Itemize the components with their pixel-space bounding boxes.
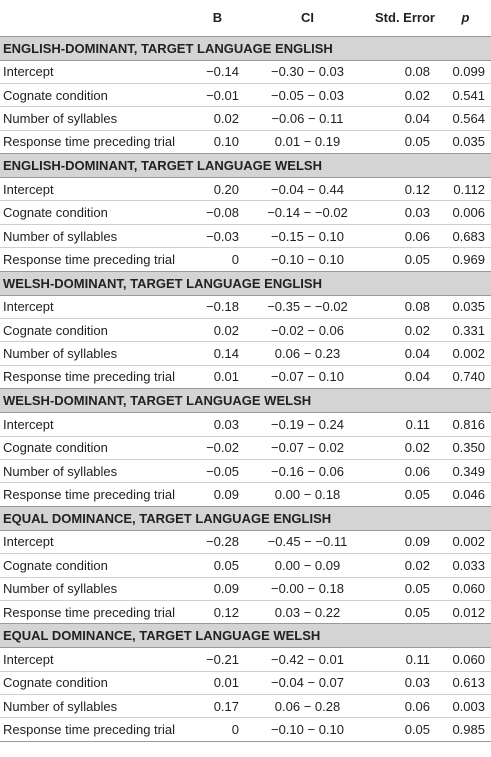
cell-ci: −0.04 − 0.44: [245, 178, 370, 201]
row-label: Cognate condition: [0, 83, 190, 106]
row-label: Cognate condition: [0, 319, 190, 342]
cell-p: 0.816: [440, 413, 491, 436]
cell-se: 0.09: [370, 530, 440, 553]
section-title: ENGLISH-DOMINANT, TARGET LANGUAGE ENGLISH: [0, 36, 491, 60]
cell-se: 0.08: [370, 295, 440, 318]
row-label: Intercept: [0, 178, 190, 201]
cell-ci: −0.02 − 0.06: [245, 319, 370, 342]
cell-b: 0.05: [190, 554, 245, 577]
cell-p: 0.060: [440, 648, 491, 671]
table-row: [0, 459, 491, 482]
cell-ci: −0.45 − −0.11: [245, 530, 370, 553]
cell-p: 0.035: [440, 130, 491, 153]
cell-se: 0.08: [370, 60, 440, 83]
section-2: [0, 271, 491, 389]
cell-ci: −0.19 − 0.24: [245, 413, 370, 436]
table-row: [0, 224, 491, 247]
cell-p: 0.012: [440, 600, 491, 623]
section-title: EQUAL DOMINANCE, TARGET LANGUAGE WELSH: [0, 624, 491, 648]
table-row: [0, 365, 491, 388]
cell-p: 0.006: [440, 201, 491, 224]
cell-b: 0: [190, 248, 245, 271]
section-3: [0, 389, 491, 507]
section-title: ENGLISH-DOMINANT, TARGET LANGUAGE WELSH: [0, 154, 491, 178]
cell-b: 0.17: [190, 695, 245, 718]
cell-ci: −0.14 − −0.02: [245, 201, 370, 224]
section-title: WELSH-DOMINANT, TARGET LANGUAGE WELSH: [0, 389, 491, 413]
cell-b: 0.02: [190, 319, 245, 342]
row-label: Intercept: [0, 648, 190, 671]
table-row: [0, 201, 491, 224]
cell-p: 0.099: [440, 60, 491, 83]
row-label: Response time preceding trial: [0, 483, 190, 506]
cell-se: 0.04: [370, 107, 440, 130]
cell-ci: −0.15 − 0.10: [245, 224, 370, 247]
cell-ci: −0.07 − 0.10: [245, 365, 370, 388]
table-row: [0, 178, 491, 201]
cell-b: 0.09: [190, 577, 245, 600]
row-label: Cognate condition: [0, 436, 190, 459]
cell-se: 0.06: [370, 224, 440, 247]
header-ci: CI: [245, 0, 370, 36]
section-title: WELSH-DOMINANT, TARGET LANGUAGE ENGLISH: [0, 271, 491, 295]
cell-ci: −0.00 − 0.18: [245, 577, 370, 600]
row-label: Number of syllables: [0, 577, 190, 600]
cell-se: 0.04: [370, 365, 440, 388]
cell-se: 0.05: [370, 600, 440, 623]
table-row: [0, 342, 491, 365]
section-header: [0, 271, 491, 295]
cell-se: 0.12: [370, 178, 440, 201]
cell-ci: −0.35 − −0.02: [245, 295, 370, 318]
table-row: [0, 671, 491, 694]
cell-p: 0.002: [440, 530, 491, 553]
table-row: [0, 107, 491, 130]
cell-ci: −0.42 − 0.01: [245, 648, 370, 671]
cell-se: 0.03: [370, 671, 440, 694]
cell-se: 0.02: [370, 554, 440, 577]
section-1: [0, 154, 491, 272]
cell-ci: −0.16 − 0.06: [245, 459, 370, 482]
cell-ci: 0.06 − 0.23: [245, 342, 370, 365]
table-row: [0, 530, 491, 553]
cell-p: 0.331: [440, 319, 491, 342]
table-row: [0, 295, 491, 318]
cell-ci: 0.00 − 0.09: [245, 554, 370, 577]
cell-se: 0.05: [370, 248, 440, 271]
table-row: [0, 718, 491, 741]
table-row: [0, 248, 491, 271]
table-row: [0, 483, 491, 506]
cell-p: 0.564: [440, 107, 491, 130]
cell-b: −0.03: [190, 224, 245, 247]
cell-b: −0.18: [190, 295, 245, 318]
header-b: B: [190, 0, 245, 36]
cell-ci: 0.00 − 0.18: [245, 483, 370, 506]
table-row: [0, 319, 491, 342]
cell-ci: −0.10 − 0.10: [245, 718, 370, 741]
cell-p: 0.046: [440, 483, 491, 506]
cell-p: 0.969: [440, 248, 491, 271]
cell-p: 0.613: [440, 671, 491, 694]
header-se: Std. Error: [370, 0, 440, 36]
section-4: [0, 506, 491, 624]
header-row: [0, 0, 491, 36]
cell-b: −0.02: [190, 436, 245, 459]
cell-b: 0.20: [190, 178, 245, 201]
row-label: Number of syllables: [0, 695, 190, 718]
cell-ci: −0.30 − 0.03: [245, 60, 370, 83]
cell-ci: 0.01 − 0.19: [245, 130, 370, 153]
cell-p: 0.740: [440, 365, 491, 388]
cell-se: 0.05: [370, 130, 440, 153]
section-header: [0, 36, 491, 60]
cell-p: 0.985: [440, 718, 491, 741]
table-row: [0, 577, 491, 600]
table-row: [0, 648, 491, 671]
row-label: Intercept: [0, 295, 190, 318]
cell-ci: −0.04 − 0.07: [245, 671, 370, 694]
cell-b: −0.14: [190, 60, 245, 83]
row-label: Cognate condition: [0, 671, 190, 694]
row-label: Intercept: [0, 60, 190, 83]
cell-se: 0.05: [370, 577, 440, 600]
cell-p: 0.349: [440, 459, 491, 482]
cell-se: 0.03: [370, 201, 440, 224]
cell-b: 0.01: [190, 671, 245, 694]
cell-b: 0.12: [190, 600, 245, 623]
row-label: Response time preceding trial: [0, 600, 190, 623]
cell-ci: 0.03 − 0.22: [245, 600, 370, 623]
cell-p: 0.683: [440, 224, 491, 247]
row-label: Intercept: [0, 530, 190, 553]
section-header: [0, 506, 491, 530]
table-row: [0, 83, 491, 106]
cell-p: 0.350: [440, 436, 491, 459]
section-header: [0, 624, 491, 648]
row-label: Response time preceding trial: [0, 718, 190, 741]
section-title: EQUAL DOMINANCE, TARGET LANGUAGE ENGLISH: [0, 506, 491, 530]
cell-ci: 0.06 − 0.28: [245, 695, 370, 718]
cell-b: 0.09: [190, 483, 245, 506]
cell-se: 0.05: [370, 483, 440, 506]
cell-se: 0.11: [370, 648, 440, 671]
cell-se: 0.02: [370, 83, 440, 106]
cell-se: 0.11: [370, 413, 440, 436]
cell-ci: −0.10 − 0.10: [245, 248, 370, 271]
table-row: [0, 436, 491, 459]
cell-ci: −0.05 − 0.03: [245, 83, 370, 106]
row-label: Number of syllables: [0, 224, 190, 247]
cell-ci: −0.06 − 0.11: [245, 107, 370, 130]
cell-b: 0.02: [190, 107, 245, 130]
cell-b: −0.28: [190, 530, 245, 553]
table-row: [0, 600, 491, 623]
cell-p: 0.035: [440, 295, 491, 318]
table-row: [0, 130, 491, 153]
cell-p: 0.033: [440, 554, 491, 577]
cell-ci: −0.07 − 0.02: [245, 436, 370, 459]
cell-p: 0.112: [440, 178, 491, 201]
cell-se: 0.06: [370, 459, 440, 482]
cell-b: 0.01: [190, 365, 245, 388]
header-label: [0, 0, 190, 36]
table-row: [0, 413, 491, 436]
cell-b: −0.01: [190, 83, 245, 106]
cell-se: 0.05: [370, 718, 440, 741]
row-label: Response time preceding trial: [0, 248, 190, 271]
row-label: Cognate condition: [0, 201, 190, 224]
cell-b: 0: [190, 718, 245, 741]
table-row: [0, 695, 491, 718]
section-header: [0, 154, 491, 178]
row-label: Response time preceding trial: [0, 130, 190, 153]
cell-b: 0.10: [190, 130, 245, 153]
table-row: [0, 60, 491, 83]
row-label: Response time preceding trial: [0, 365, 190, 388]
row-label: Number of syllables: [0, 107, 190, 130]
cell-b: −0.21: [190, 648, 245, 671]
cell-b: −0.08: [190, 201, 245, 224]
row-label: Cognate condition: [0, 554, 190, 577]
header-p: p: [440, 0, 491, 36]
row-label: Number of syllables: [0, 342, 190, 365]
row-label: Intercept: [0, 413, 190, 436]
row-label: Number of syllables: [0, 459, 190, 482]
cell-b: −0.05: [190, 459, 245, 482]
cell-p: 0.541: [440, 83, 491, 106]
cell-b: 0.14: [190, 342, 245, 365]
cell-p: 0.003: [440, 695, 491, 718]
section-header: [0, 389, 491, 413]
section-0: [0, 36, 491, 154]
cell-se: 0.04: [370, 342, 440, 365]
cell-p: 0.002: [440, 342, 491, 365]
cell-p: 0.060: [440, 577, 491, 600]
cell-se: 0.02: [370, 319, 440, 342]
table-row: [0, 554, 491, 577]
cell-se: 0.06: [370, 695, 440, 718]
cell-b: 0.03: [190, 413, 245, 436]
section-5: [0, 624, 491, 742]
cell-se: 0.02: [370, 436, 440, 459]
